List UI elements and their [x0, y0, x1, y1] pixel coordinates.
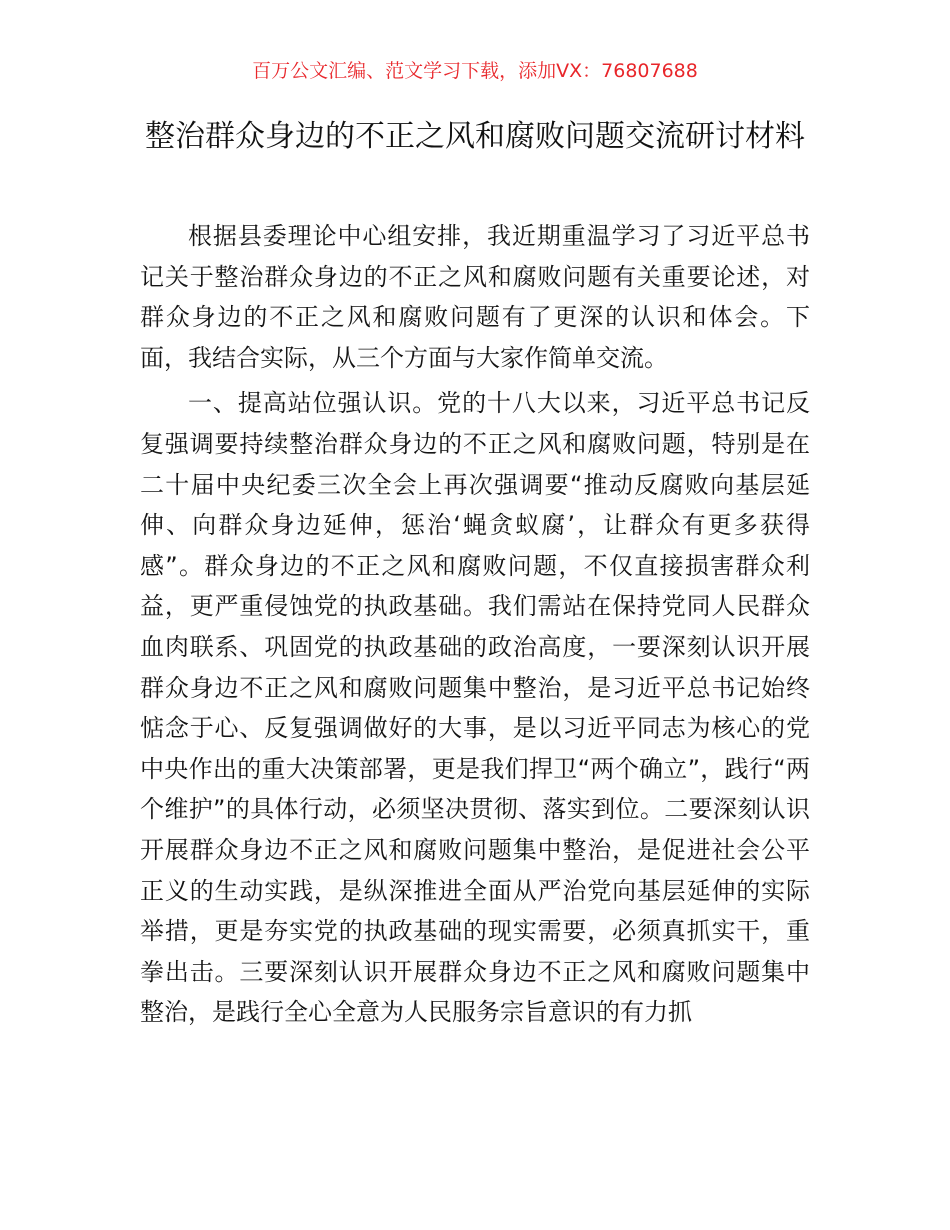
document-title: 整治群众身边的不正之风和腐败问题交流研讨材料 — [145, 119, 805, 154]
header-watermark: 百万公文汇编、范文学习下载，添加VX：76807688 — [252, 60, 698, 82]
paragraph-intro: 根据县委理论中心组安排，我近期重温学习了习近平总书记关于整治群众身边的不正之风和腐败问题有关重要论述，对群众身边的不正之风和腐败问题有了更深的认识和体会。下面，我结合实际，从三个方面与大家作简单交流。 — [140, 222, 810, 372]
document-body — [140, 216, 810, 1033]
paragraph-section-one: 一、提高站位强认识。党的十八大以来，习近平总书记反复强调要持续整治群众身边的不正之风和腐败问题，特别是在二十届中央纪委三次全会上再次强调要“推动反腐败向基层延伸、向群众身边延伸，惩治‘蝇贪蚁腐’，让群众有更多获得感”。群众身边的不正之风和腐败问题，不仅直接损害群众利益，更严重侵蚀党的执政基础。我们需站在保持党同人民群众血肉联系、巩固党的执政基础的政治高度，一要深刻认识开展群众身边不正之风和腐败问题集中整治，是习近平总书记始终惦念于心、反复强调做好的大事，是以习近平同志为核心的党中央作出的重大决策部署，更是我们捍卫“两个确立”，践行“两个维护”的具体行动，必须坚决贯彻、落实到位。二要深刻认识开展群众身边不正之风和腐败问题集中整治，是促进社会公平正义的生动实践，是纵深推进全面从严治党向基层延伸的实际举措，更是夯实党的执政基础的现实需要，必须真抓实干，重拳出击。三要深刻认识开展群众身边不正之风和腐败问题集中整治，是践行全心全意为人民服务宗旨意识的有力抓 — [140, 389, 810, 1027]
